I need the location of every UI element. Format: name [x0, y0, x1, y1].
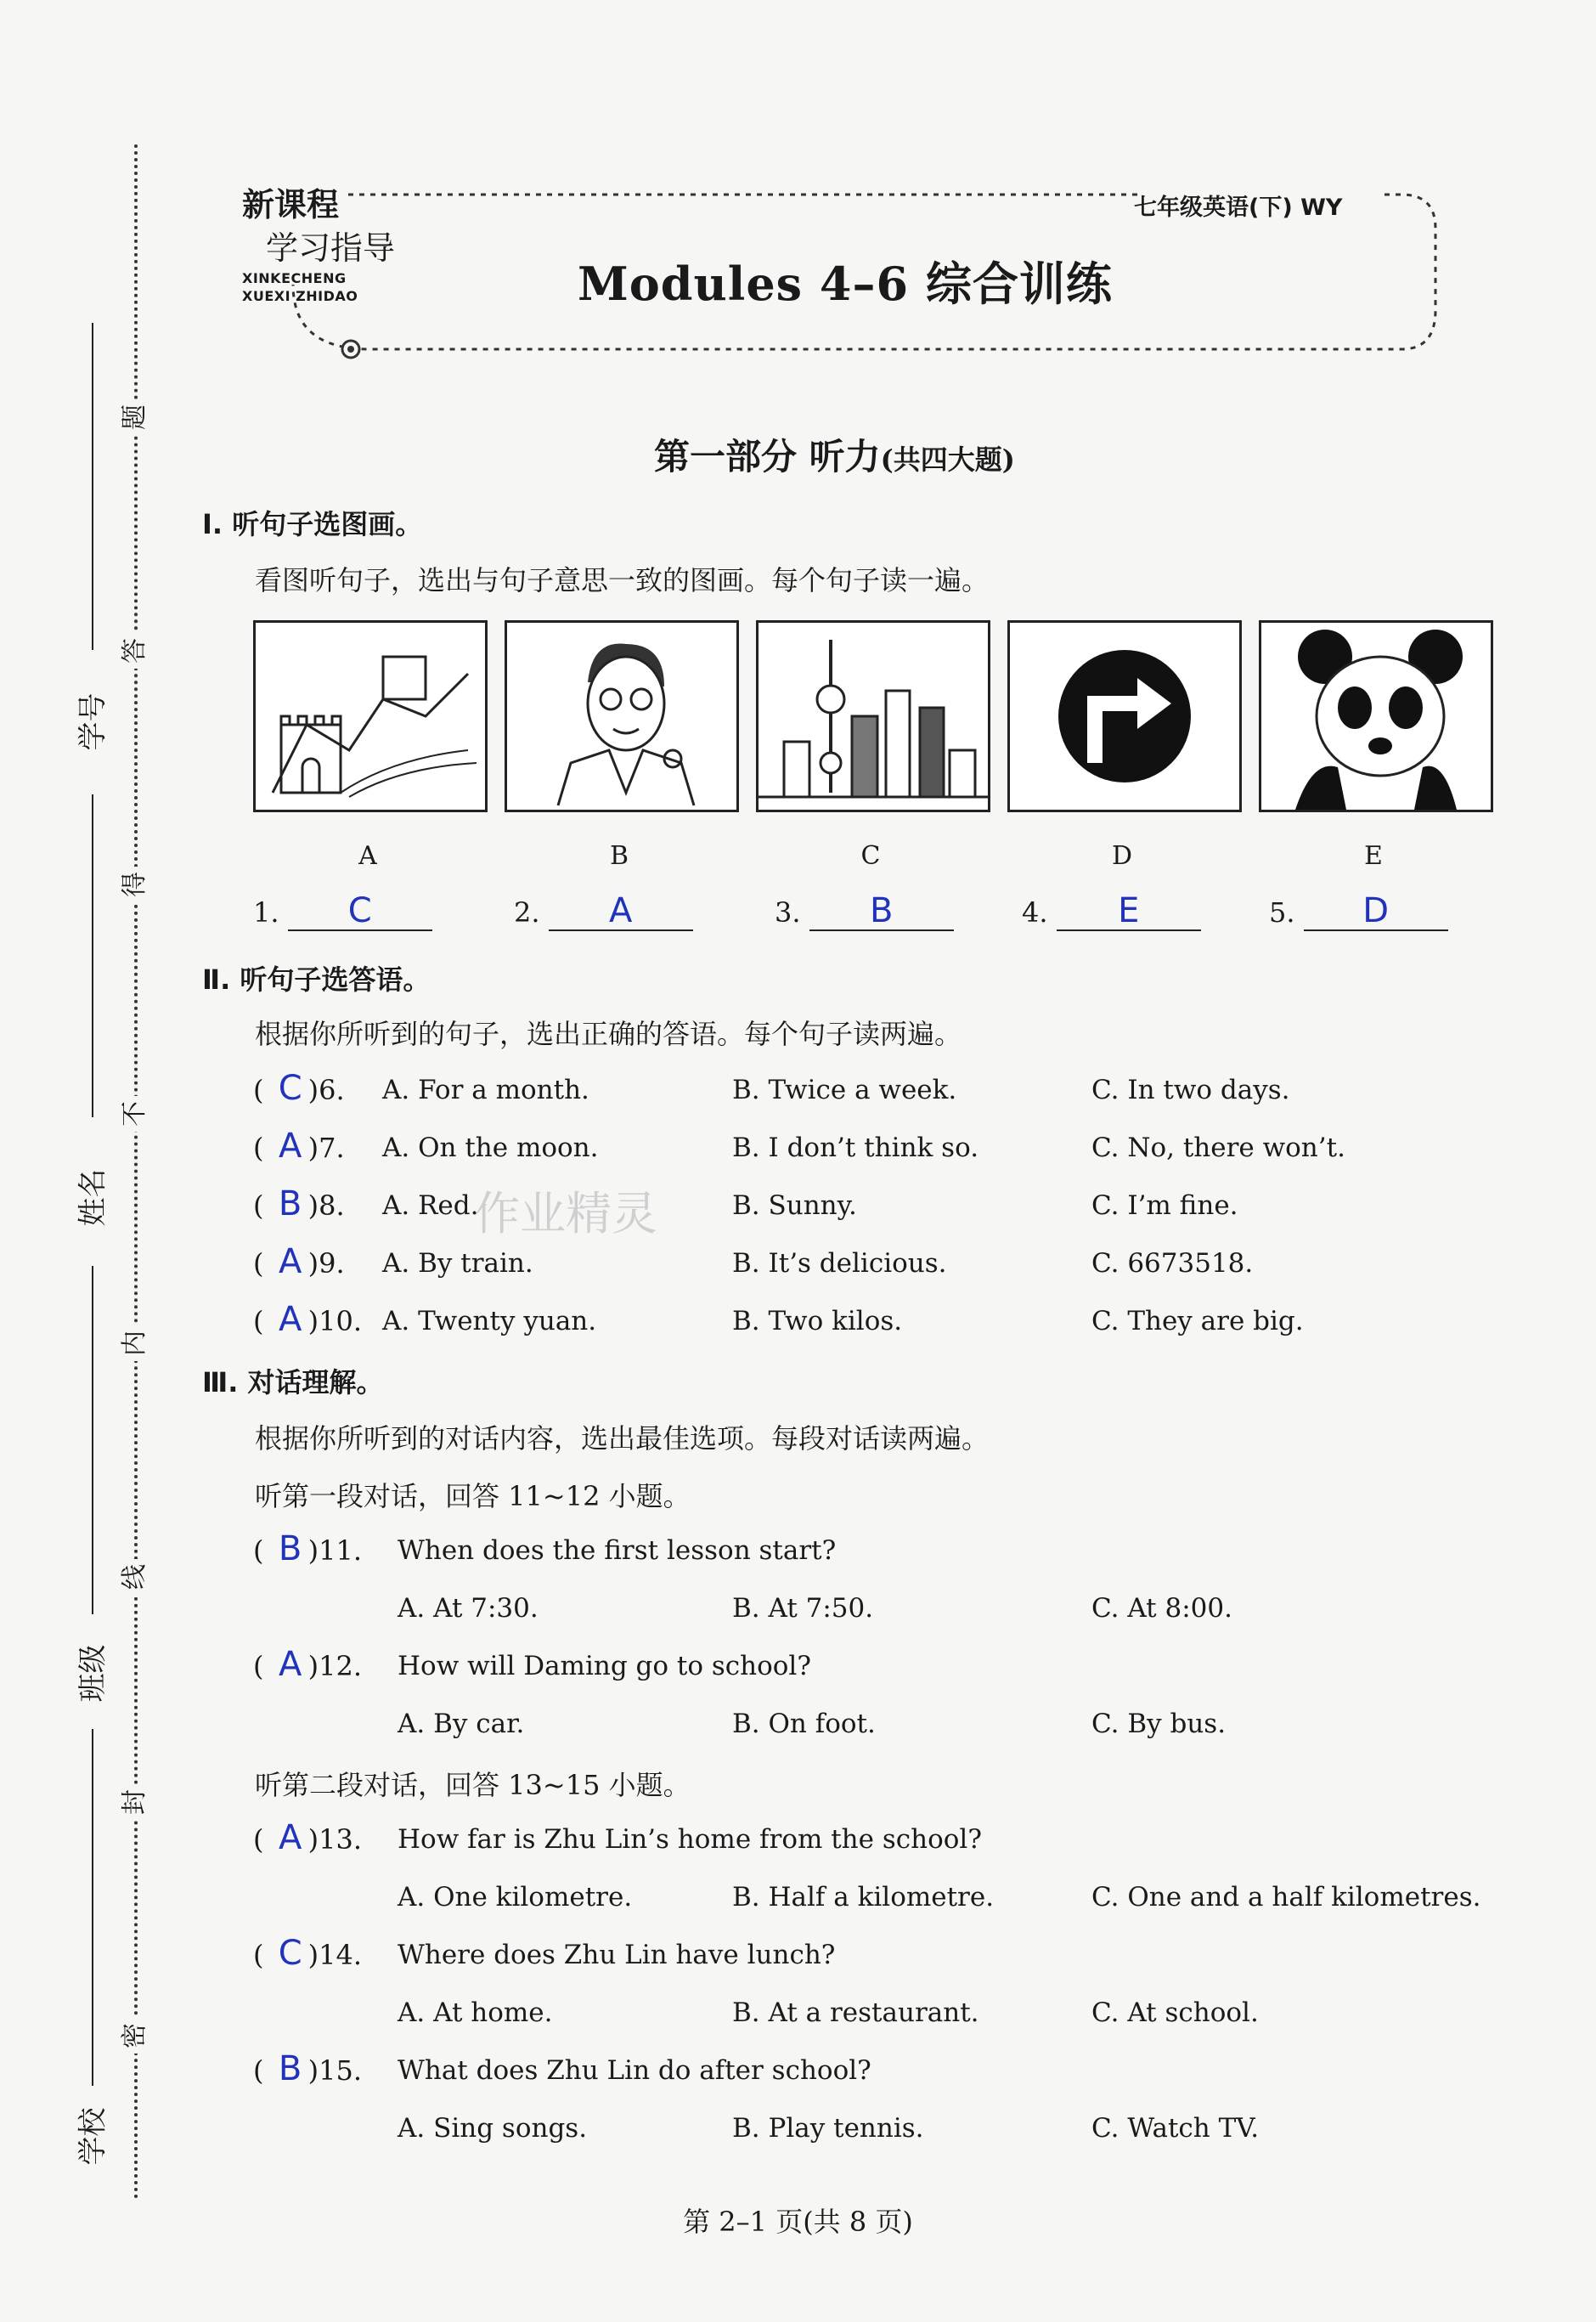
answer-value[interactable]: A	[278, 1818, 302, 1857]
answer-value[interactable]: A	[549, 892, 693, 931]
option-a: A. Twenty yuan.	[382, 1306, 597, 1336]
picture-b	[505, 620, 739, 812]
binding-dotted-line	[134, 144, 138, 2201]
city-skyline-icon	[759, 623, 988, 810]
class-line[interactable]	[92, 1266, 93, 1614]
answer-value[interactable]: A	[278, 1242, 302, 1281]
option-c: C. They are big.	[1091, 1306, 1304, 1336]
dialog1-label: 听第一段对话，回答 11~12 小题。	[255, 1480, 691, 1512]
answer-value[interactable]: B	[809, 892, 954, 931]
option-a: A. By car.	[398, 1709, 525, 1739]
school-label: 学校	[76, 2107, 110, 2166]
great-wall-icon	[256, 623, 485, 810]
panda-icon	[1261, 623, 1491, 810]
dialog2-label: 听第二段对话，回答 13~15 小题。	[255, 1769, 691, 1801]
option-b: B. Two kilos.	[732, 1306, 903, 1336]
section3-heading: Ⅲ. 对话理解。	[202, 1366, 384, 1398]
seal-char: 题	[117, 399, 153, 435]
answer-value[interactable]: C	[288, 892, 432, 931]
picture-c	[756, 620, 990, 812]
question-stem: What does Zhu Lin do after school?	[398, 2055, 871, 2086]
option-b: B. At a restaurant.	[732, 1997, 979, 2028]
doctor-icon	[507, 623, 736, 810]
class-label: 班级	[76, 1644, 110, 1703]
option-c: C. No, there won’t.	[1091, 1133, 1345, 1163]
option-b: B. I don’t think so.	[732, 1133, 979, 1163]
watermark: 作业精灵	[474, 1187, 657, 1240]
question-row: ( A )13.	[253, 1818, 363, 1857]
answer-value[interactable]: A	[278, 1127, 302, 1166]
answer-value[interactable]: C	[278, 1934, 302, 1973]
question-stem: How will Daming go to school?	[398, 1651, 811, 1681]
option-b: B. On foot.	[732, 1709, 876, 1739]
school-line[interactable]	[92, 1729, 93, 2086]
option-c: C. One and a half kilometres.	[1091, 1882, 1481, 1912]
answer-blank[interactable]: 2. A	[514, 892, 693, 931]
option-c: C. At school.	[1091, 1997, 1259, 2028]
student-id-label: 学号	[76, 692, 110, 751]
answer-value[interactable]: D	[1304, 892, 1448, 931]
option-c: C. By bus.	[1091, 1709, 1227, 1739]
picture-label: A	[358, 841, 377, 871]
option-a: A. Red.	[382, 1190, 479, 1221]
answer-value[interactable]: C	[278, 1069, 302, 1108]
question-row: ( C )6.	[253, 1069, 345, 1108]
option-a: A. Sing songs.	[398, 2113, 588, 2144]
question-row: ( A )7.	[253, 1127, 345, 1166]
option-b: B. Sunny.	[732, 1190, 857, 1221]
picture-d	[1007, 620, 1242, 812]
answer-blank[interactable]: 4. E	[1022, 892, 1201, 931]
question-stem: When does the first lesson start?	[398, 1535, 837, 1566]
answer-value[interactable]: A	[278, 1645, 302, 1684]
name-label: 姓名	[76, 1168, 110, 1227]
question-stem: How far is Zhu Lin’s home from the school?	[398, 1824, 982, 1855]
option-b: B. Half a kilometre.	[732, 1882, 995, 1912]
answer-blank[interactable]: 3. B	[775, 892, 954, 931]
question-row: ( B )15.	[253, 2049, 363, 2088]
answer-blank[interactable]: 5. D	[1269, 892, 1448, 931]
option-a: A. At home.	[398, 1997, 553, 2028]
brand-logo: 新课程 学习指导 XINKECHENG XUEXI ZHIDAO	[242, 186, 396, 304]
page-number: 第 2–1 页(共 8 页)	[683, 2206, 913, 2238]
section2-instruction: 根据你所听到的句子，选出正确的答语。每个句子读两遍。	[255, 1018, 962, 1050]
option-c: C. I’m fine.	[1091, 1190, 1238, 1221]
option-c: C. 6673518.	[1091, 1248, 1254, 1279]
option-a: A. One kilometre.	[398, 1882, 633, 1912]
question-row: ( B )8.	[253, 1184, 345, 1223]
question-row: ( B )11.	[253, 1529, 363, 1568]
option-b: B. At 7:50.	[732, 1593, 874, 1624]
picture-label: B	[609, 841, 629, 871]
option-a: A. By train.	[382, 1248, 533, 1279]
grade-label: 七年级英语(下) WY	[1134, 195, 1343, 221]
question-row: ( A )12.	[253, 1645, 363, 1684]
question-row: ( A )10.	[253, 1300, 363, 1339]
picture-label: C	[860, 841, 881, 871]
picture-a	[253, 620, 488, 812]
question-row: ( A )9.	[253, 1242, 345, 1281]
picture-e	[1259, 620, 1493, 812]
answer-value[interactable]: B	[278, 1184, 302, 1223]
option-b: B. It’s delicious.	[732, 1248, 947, 1279]
seal-char: 答	[117, 633, 153, 669]
option-c: C. At 8:00.	[1091, 1593, 1232, 1624]
name-line[interactable]	[92, 794, 93, 1117]
question-row: ( C )14.	[253, 1934, 363, 1973]
turn-right-sign-icon	[1010, 623, 1239, 810]
option-b: B. Play tennis.	[732, 2113, 924, 2144]
section1-heading: Ⅰ. 听句子选图画。	[202, 508, 423, 540]
question-stem: Where does Zhu Lin have lunch?	[398, 1940, 836, 1970]
option-b: B. Twice a week.	[732, 1075, 957, 1105]
picture-label: D	[1111, 841, 1133, 871]
student-id-line[interactable]	[92, 323, 93, 650]
seal-char: 内	[117, 1325, 153, 1361]
answer-blank[interactable]: 1. C	[253, 892, 432, 931]
part-title: 第一部分 听力(共四大题)	[654, 436, 1015, 477]
answer-value[interactable]: B	[278, 1529, 302, 1568]
picture-label: E	[1364, 841, 1383, 871]
seal-char: 不	[117, 1096, 153, 1132]
answer-value[interactable]: B	[278, 2049, 302, 2088]
answer-value[interactable]: E	[1057, 892, 1201, 931]
option-c: C. In two days.	[1091, 1075, 1290, 1105]
answer-value[interactable]: A	[278, 1300, 302, 1339]
option-a: A. For a month.	[382, 1075, 589, 1105]
seal-char: 封	[117, 1784, 153, 1820]
option-a: A. On the moon.	[382, 1133, 599, 1163]
section1-instruction: 看图听句子，选出与句子意思一致的图画。每个句子读一遍。	[255, 564, 990, 596]
section2-heading: Ⅱ. 听句子选答语。	[202, 963, 431, 996]
option-c: C. Watch TV.	[1091, 2113, 1260, 2144]
page-title: Modules 4–6 综合训练	[578, 257, 1113, 311]
option-a: A. At 7:30.	[398, 1593, 539, 1624]
seal-char: 得	[117, 867, 153, 902]
seal-char: 线	[117, 1559, 153, 1595]
seal-char: 密	[117, 2018, 153, 2054]
section3-instruction: 根据你所听到的对话内容，选出最佳选项。每段对话读两遍。	[255, 1422, 990, 1455]
